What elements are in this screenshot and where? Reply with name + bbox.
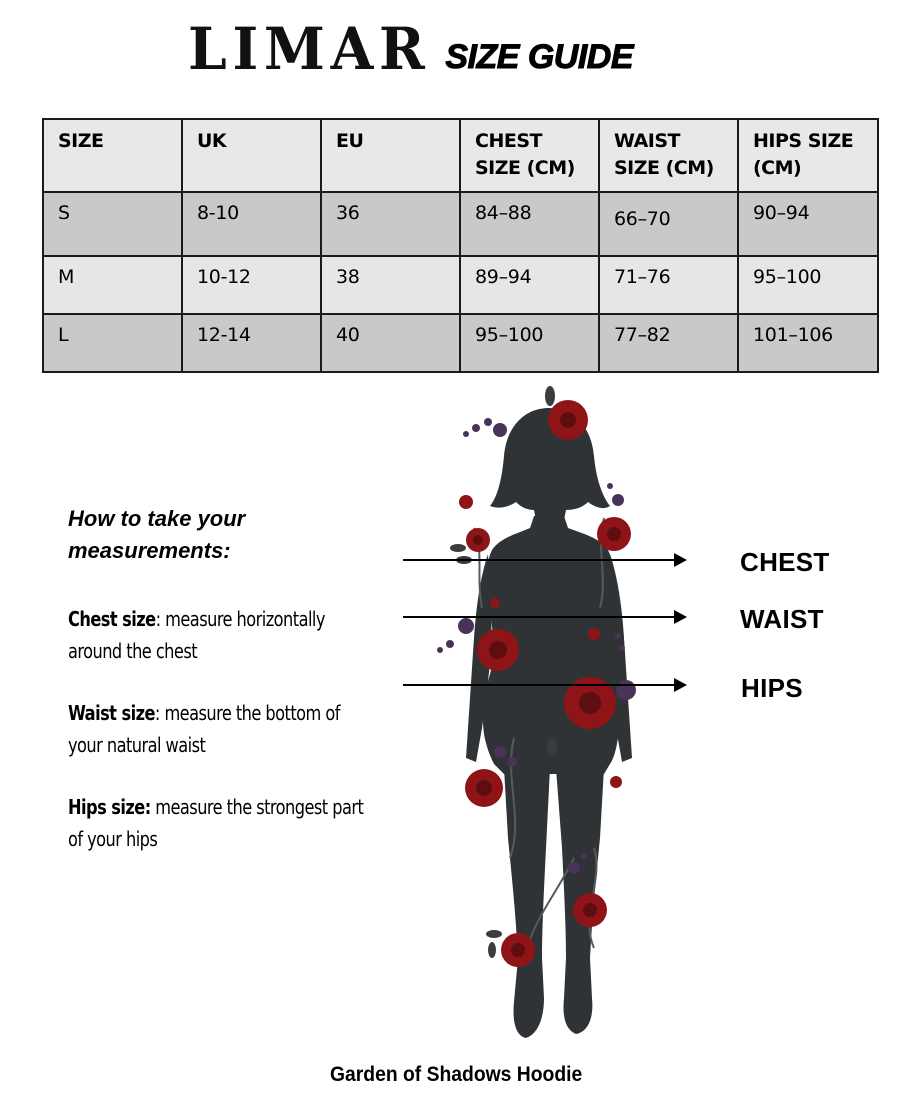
instruction-label: Hips size: [68,795,151,819]
cell-uk: 10-12 [182,256,321,314]
cell-chest: 89–94 [460,256,599,314]
cell-size: M [43,256,182,314]
instruction-chest: Chest size: measure horizontally around the chest [68,607,325,663]
cell-uk: 12-14 [182,314,321,372]
cell-waist: 66–70 [599,192,738,256]
instruction-waist: Waist size: measure the bottom of your natural waist [68,701,340,757]
page-title: SIZE GUIDE [445,38,634,76]
cell-waist: 77–82 [599,314,738,372]
brand-logo: LIMAR [188,15,431,83]
hips-label: HIPS [741,673,803,703]
measurement-instructions [68,503,368,885]
model-silhouette-illustration [404,378,694,1048]
column-header-waist: WAIST SIZE (CM) [599,119,738,192]
hips-arrow [403,684,675,686]
cell-waist: 71–76 [599,256,738,314]
table-row [43,192,878,256]
waist-label: WAIST [740,604,824,634]
chest-arrow [403,559,675,561]
instructions-title: How to take your measurements: [68,506,246,563]
cell-hips: 101–106 [738,314,878,372]
column-header-size: SIZE [43,119,182,192]
cell-uk: 8-10 [182,192,321,256]
chest-label: CHEST [740,547,830,577]
cell-chest: 84–88 [460,192,599,256]
column-header-uk: UK [182,119,321,192]
column-header-hips: HIPS SIZE (CM) [738,119,878,192]
table-header-row [43,119,878,192]
cell-hips: 90–94 [738,192,878,256]
instruction-hips [68,791,374,855]
product-caption: Garden of Shadows Hoodie [330,1063,583,1086]
page-header [188,14,634,83]
instruction-text: measure the bottom of your natural waist [68,701,340,757]
table-row [43,256,878,314]
cell-chest: 95–100 [460,314,599,372]
cell-size: S [43,192,182,256]
cell-eu: 40 [321,314,460,372]
instruction-label: Waist size [68,701,155,725]
instruction-text: measure the strongest part of your hips [68,795,364,851]
size-table [42,118,879,373]
waist-arrow [403,616,675,618]
cell-hips: 95–100 [738,256,878,314]
silhouette-icon [404,378,694,1048]
column-header-eu: EU [321,119,460,192]
instruction-text: measure horizontally around the chest [68,607,325,663]
column-header-chest: CHEST SIZE (CM) [460,119,599,192]
cell-eu: 38 [321,256,460,314]
instruction-label: Chest size [68,607,156,631]
cell-eu: 36 [321,192,460,256]
table-row [43,314,878,372]
cell-size: L [43,314,182,372]
